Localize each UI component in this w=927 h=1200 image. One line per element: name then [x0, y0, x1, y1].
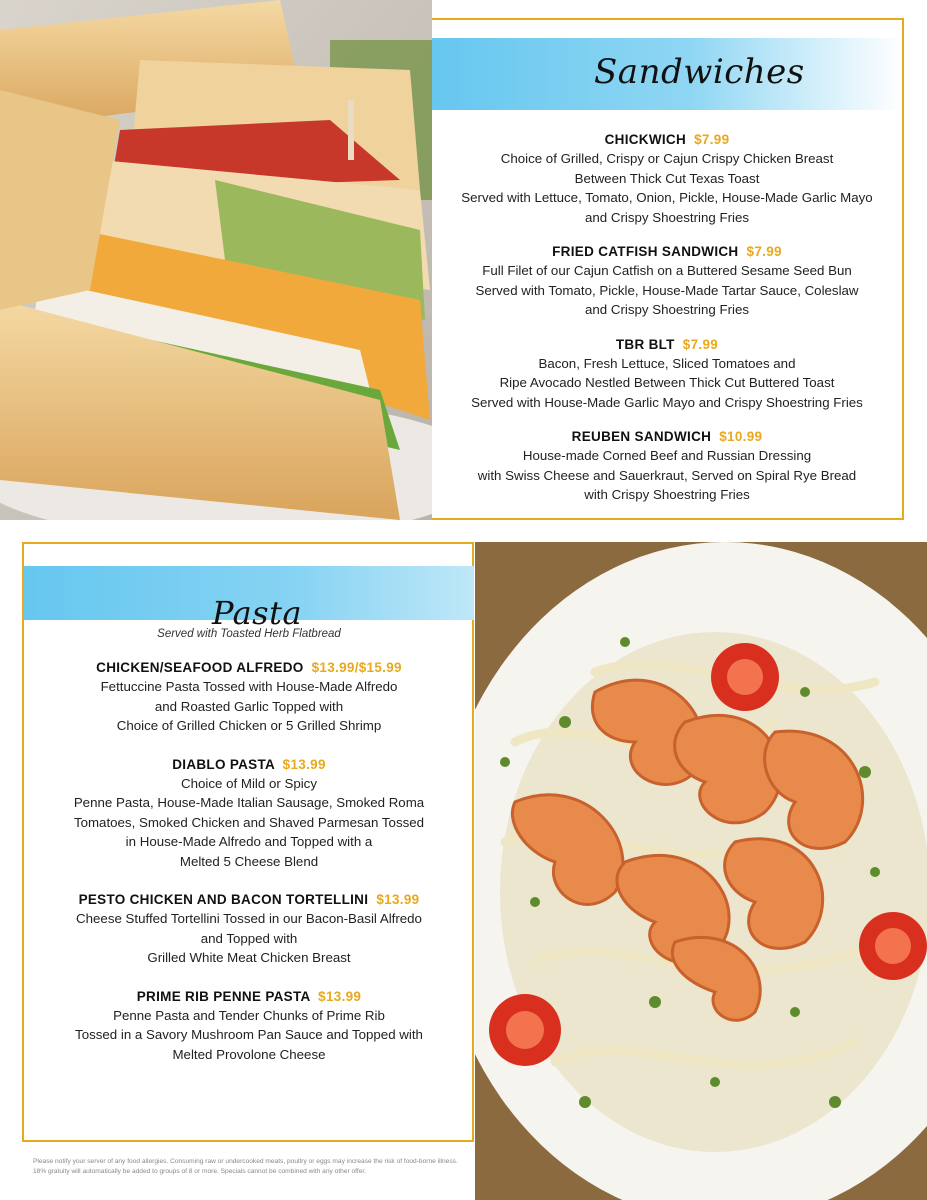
item-description: Between Thick Cut Texas Toast — [574, 170, 760, 186]
item-description: Fettuccine Pasta Tossed with House-Made Alfredo — [100, 679, 398, 694]
item-description: Tossed in a Savory Mushroom Pan Sauce and Topped with — [75, 1027, 423, 1042]
menu-item-prime-rib-penne-pasta — [24, 987, 474, 1065]
item-description: Penne Pasta, House-Made Italian Sausage, Smoked Roma — [73, 795, 425, 810]
shrimp-pasta-photo — [475, 542, 927, 1200]
item-price: $13.99 — [318, 988, 362, 1004]
item-description: Tomatoes, Smoked Chicken and Shaved Parmesan Tossed — [73, 814, 425, 830]
item-description: Choice of Grilled Chicken or 5 Grilled Shrimp — [116, 718, 382, 733]
item-name: PRIME RIB PENNE PASTA — [136, 988, 311, 1004]
item-description: Bacon, Fresh Lettuce, Sliced Tomatoes and — [538, 355, 796, 371]
allergy-disclaimer: Please notify your server of any food allergies. Consuming raw or undercooked meats, poultry or eggs may increase the risk of food-borne illness. 18% gratuity will automatically be added to groups of 8 or more. Specials cannot be combined with any other offer. — [33, 1158, 458, 1175]
pasta-subtitle: Served with Toasted Herb Flatbread — [157, 628, 341, 640]
item-price: $13.99 — [282, 756, 326, 772]
menu-item-diablo-pasta — [24, 755, 474, 872]
sandwich-photo — [0, 0, 432, 520]
item-price: $7.99 — [694, 132, 730, 147]
sandwiches-list — [432, 130, 902, 520]
item-description: Full Filet of our Cajun Catfish on a Buttered Sesame Seed Bun — [482, 263, 852, 278]
item-description: Melted Provolone Cheese — [172, 1046, 326, 1062]
menu-item-chickwich — [432, 130, 902, 227]
menu-item-reuben-sandwich — [432, 427, 902, 505]
sandwiches-section — [432, 18, 904, 520]
item-description: Served with House-Made Garlic Mayo and Crispy Shoestring Fries — [471, 394, 863, 410]
item-name: TBR BLT — [615, 336, 675, 352]
item-price: $13.99 — [376, 892, 420, 907]
item-description: Cheese Stuffed Tortellini Tossed in our Bacon-Basil Alfredo — [76, 911, 422, 926]
item-description: House-made Corned Beef and Russian Dressing — [522, 448, 812, 463]
item-description: Served with Lettuce, Tomato, Onion, Pickle, House-Made Garlic Mayo — [461, 190, 873, 205]
item-description: Penne Pasta and Tender Chunks of Prime Rib — [113, 1007, 385, 1023]
pasta-banner — [24, 566, 474, 632]
item-description: with Crispy Shoestring Fries — [584, 487, 750, 502]
item-description: Served with Tomato, Pickle, House-Made Tartar Sauce, Coleslaw — [475, 282, 859, 298]
sandwiches-banner — [432, 38, 902, 110]
pasta-list — [24, 628, 474, 1083]
item-description: Melted 5 Cheese Blend — [179, 853, 319, 869]
item-description: and Crispy Shoestring Fries — [584, 302, 750, 317]
item-price: $7.99 — [746, 244, 782, 259]
sandwiches-title: Sandwiches — [594, 52, 805, 92]
menu-item-fried-catfish-sandwich — [432, 242, 902, 320]
item-name: REUBEN SANDWICH — [571, 429, 712, 444]
item-name: CHICKWICH — [604, 132, 687, 147]
item-price: $10.99 — [719, 429, 763, 444]
item-name: DIABLO PASTA — [172, 756, 275, 772]
item-description: with Swiss Cheese and Sauerkraut, Served on Spiral Rye Bread — [477, 467, 857, 483]
item-description: Grilled White Meat Chicken Breast — [147, 950, 351, 965]
item-name: FRIED CATFISH SANDWICH — [552, 244, 739, 259]
item-name: CHICKEN/SEAFOOD ALFREDO — [96, 660, 304, 675]
item-description: and Topped with — [200, 930, 298, 946]
item-description: Ripe Avocado Nestled Between Thick Cut Buttered Toast — [499, 375, 835, 390]
item-description: in House-Made Alfredo and Topped with a — [125, 834, 373, 849]
item-price: $7.99 — [682, 336, 719, 352]
item-description: Choice of Mild or Spicy — [181, 775, 317, 791]
item-name: PESTO CHICKEN AND BACON TORTELLINI — [78, 892, 369, 907]
menu-item-pesto-chicken-bacon-tortellini — [24, 890, 474, 968]
item-description: Choice of Grilled, Crispy or Cajun Crispy Chicken Breast — [500, 151, 834, 166]
item-description: and Roasted Garlic Topped with — [154, 698, 344, 714]
menu-item-chicken-seafood-alfredo — [24, 658, 474, 736]
pasta-section — [22, 542, 474, 1142]
item-price: $13.99/$15.99 — [311, 660, 402, 675]
pasta-title: Pasta — [212, 594, 303, 632]
item-description: and Crispy Shoestring Fries — [584, 209, 750, 225]
menu-item-tbr-blt — [432, 335, 902, 413]
